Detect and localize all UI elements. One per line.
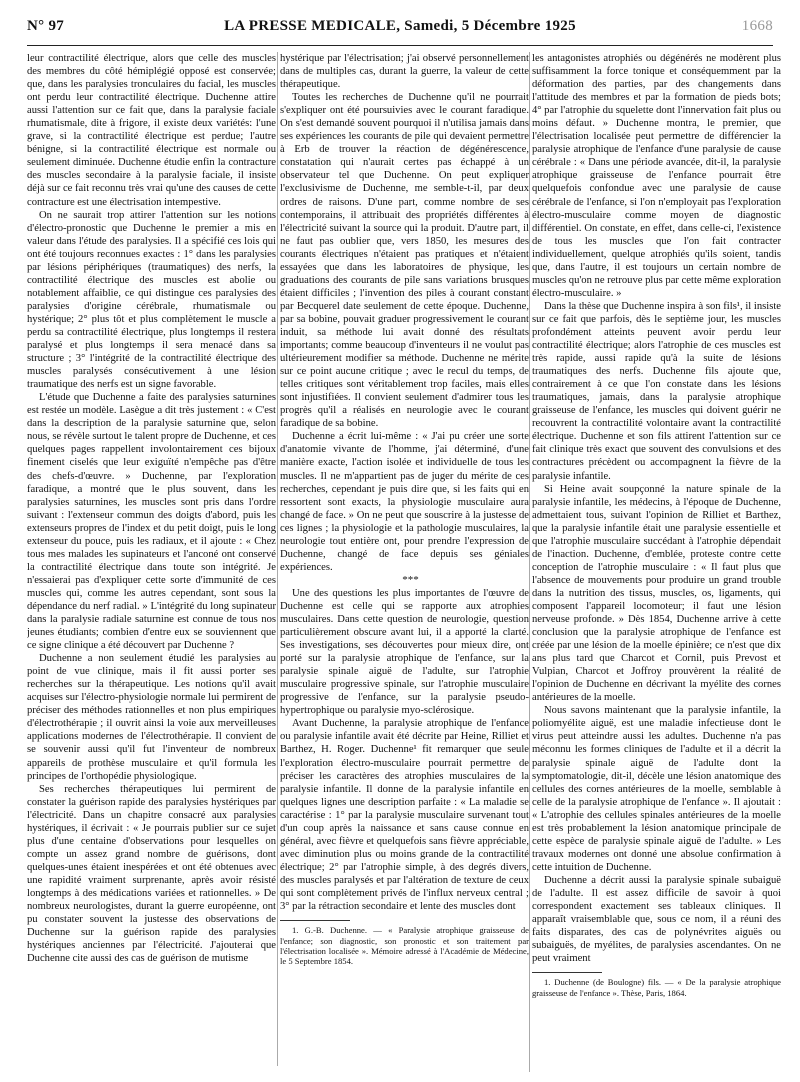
paragraph: Duchenne a décrit aussi la paralysie spinale subaiguë de l'adulte. Il est assez difficile de savoir à quoi correspondent exactement ses tableaux cliniques. Il apparaît vraisemblable que, sous ce nom, il a réuni des faits disparates, des cas de polynévrites aiguës ou subaiguës, de myélites, de paralysies ascendantes. On ne peut vraiment	[532, 874, 781, 965]
column-right	[532, 52, 781, 1077]
footnote-rule	[280, 920, 350, 921]
paragraph: leur contractilité électrique, alors que celle des muscles des membres du côté hémiplégié opposé est conservée; que, dans les paralysies tronculaires du facial, les muscles ont perdu leur contractilité électrique. Duchenne attire aussi l'attention sur ce fait que, dans la paralysie faciale rhumatismale, dite à frigore, il existe deux variétés: l'une grave, si la contractilité électrique est perdue; l'autre bénigne, si la contractilité électrique est normale ou seulement diminuée. Duchenne étudie enfin la contracture des muscles secondaire à la paralysie faciale, il insiste déjà sur ce fait reconnu très vrai qu'une des causes de cette contracture est une électrisation intempestive.	[27, 53, 276, 208]
footnote-rule	[532, 972, 602, 973]
column-divider	[529, 52, 530, 1072]
header-rule	[27, 45, 773, 46]
paragraph: les antagonistes atrophiés ou dégénérés ne modèrent plus suffisamment la force tonique et conséquemment par la déformation des parties, par des changements dans l'attitude des membres et par la formation de pieds bots; 4° par l'atrophie du squelette dont l'innervation fait plus ou moins défaut. » Duchenne montra, le premier, que l'électrisation localisée peut permettre de différencier la paralysie atrophique de l'enfance d'une paralysie de cause cérébrale : « Dans une période avancée, dit-il, la paralysie atrophique graisseuse de l'enfance pourrait être quelquefois confondue avec une paralysie de cause cérébrale de l'enfance, si l'on n'employait pas l'exploration électro-musculaire comme moyen de diagnostic différentiel. On constate, en effet, dans celle-ci, l'existence de tous les muscles que l'on fait contracter individuellement, quelque atrophiés qu'ils soient, tandis que, dans l'autre, il est toujours un certain nombre de muscles qu'on ne retrouve plus par cette même exploration électro-musculaire. »	[532, 53, 781, 299]
paragraph: Duchenne a écrit lui-même : « J'ai pu créer une sorte d'anatomie vivante de l'homme, j'ai déterminé, d'une manière exacte, l'action isolée et individuelle de tous les muscles. Il ne m'appartient pas de juger du mérite de ces recherches, cependant je puis dire que, si les faits qui en ressortent sont exacts, la physiologie musculaire aura changé de face. » On ne peut que souscrire à la justesse de ces lignes ; la physiologie et la pathologie musculaires, la neurologie tout entière ont, pour prendre l'expression de Duchenne, changé de face depuis ses géniales expériences.	[280, 431, 529, 573]
paragraph: L'étude que Duchenne a faite des paralysies saturnines est restée un modèle. Lasègue a dit très justement : « C'est dans la description de la paralysie saturnine que, selon nous, se révèle surtout le talent propre de Duchenne, et ces quelques pages rappellent involontairement ces bijoux finement ciselés que leur exiguïté n'empêche pas d'être des chefs-d'œuvre. » Duchenne, par l'exploration faradique, a montré que le plus souvent, dans les paralysies saturnines, les muscles sont pris dans l'ordre suivant : l'extenseur commun des doigts d'abord, puis les extenseurs propres de l'index et du petit doigt, puis le long extenseur du pouce, puis les radiaux, et il ajoute : « Chez tous mes malades les supinateurs et l'anconé ont conservé la contractilité électrique dans toute son intégrité. Je n'essaierai pas d'expliquer cette sorte d'immunité de ces muscles qui, comme les autres cependant, sont sous la dépendance du nerf radial. » L'intégrité du long supinateur dans la paralysie radiale saturnine est connue de tous nos jeunes étudiants; combien d'entre eux se souviennent que ce signe clinique a été découvert par Duchenne ?	[27, 392, 276, 652]
column-left	[27, 52, 276, 1066]
paragraph: hystérique par l'électrisation; j'ai observé personnellement dans de multiples cas, durant la guerre, la valeur de cette thérapeutique.	[280, 53, 529, 91]
page-number: 1668	[741, 18, 773, 34]
paragraph: Nous savons maintenant que la paralysie infantile, la poliomyélite aiguë, est une maladie infectieuse dont le virus peut atteindre aussi les adultes. Duchenne n'a pas méconnu les formes cliniques de l'adulte et il a décrit la paralysie spinale aiguë de l'adulte dont la symptomatologie, dit-il, décèle une lésion anatomique des cellules des cornes antérieures de la moelle, semblable à celle de la paralysie atrophique de l'enfance ». Il ajoutait : « L'atrophie des cellules spinales antérieures de la moelle est très probablement la lésion anatomique principale de cette espèce de paralysie spinale aiguë de l'adulte. » Les travaux modernes ont donné une absolue confirmation à cette intuition de Duchenne.	[532, 705, 781, 873]
column-middle	[280, 52, 529, 1072]
paragraph: Dans la thèse que Duchenne inspira à son fils¹, il insiste sur ce fait que parfois, dès le septième jour, les muscles profondément atteints peuvent avoir perdu leur contractilité électrique; alors l'atrophie de ces muscles est très rapide, aussi rapide qu'à la suite de lésions traumatiques des nerfs. Duchenne fils ajoute que, contrairement à ce que l'on constate dans les lésions traumatiques, jamais, dans la paralysie atrophique graisseuse de l'enfance, les muscles qui doivent guérir ne recouvrent la contractilité volontaire avant la contractilité électrique. Duchenne et son fils attirent l'attention sur ce fait clinique très exact que souvent des convulsions et des contractures précèdent ou accompagnent la fièvre de la paralysie infantile.	[532, 300, 781, 482]
paragraph: Ses recherches thérapeutiques lui permirent de constater la guérison rapide des paralysies hystériques par l'électricité. Dans un chapitre consacré aux paralysies hystériques, il écrivait : « Je pourrais publier sur ce sujet plus d'une centaine d'observations pour lesquelles on compte un assez grand nombre de guérisons, dont quelques-unes étaient inespérées et ont été obtenues avec une rapidité vraiment surprenante, après avoir résisté longtemps à des médications variées et rationnelles. » De nombreux neurologistes, durant la guerre européenne, ont pu constater souvent la justesse des observations de Duchenne sur la guérison rapide des paralysies hystériques anciennes par l'électricité. J'ajouterai que Duchenne cite aussi des cas de guérison de mutisme	[27, 783, 276, 965]
page-header	[27, 18, 773, 40]
journal-title: LA PRESSE MEDICALE, Samedi, 5 Décembre 1925	[224, 18, 576, 34]
issue-number: N° 97	[27, 18, 65, 34]
section-separator-stars: ***	[402, 573, 419, 586]
footnote: 1. Duchenne (de Boulogne) fils. — « De la paralysie atrophique graisseuse de l'enfance ». Thèse, Paris, 1864.	[532, 977, 781, 998]
paragraph: Toutes les recherches de Duchenne qu'il ne pourrait s'expliquer ont été poursuivies avec le courant faradique. On s'est demandé souvent pourquoi il n'utilisa jamais dans ses expériences les courants de pile qui devaient permettre à Erb de trouver la réaction de dégénérescence, constatation qui n'aurait certes pas échappé à un observateur tel que Duchenne. On peut expliquer l'exclusivisme de Duchenne, me semble-t-il, par deux ordres de raisons. D'une part, comme nombre de ses contemporains, il attribuait des propriétés différentes à l'électricité suivant la source qui la produit. D'autre part, il ne faut pas oublier que, vers 1850, les mesures des courants électriques n'étaient pas pratiques et n'étaient essayées que dans les laboratoires de physique, les graduations des courants de pile sans variations brusques étaient difficiles ; l'invention des piles à courant constant par Becquerel date seulement de cette époque. Duchenne, par sa bobine, pouvait graduer progressivement le courant induit, sa méthode lui avait donné des résultats importants; comme beaucoup d'inventeurs il ne voulut pas ultérieurement modifier sa méthode. Duchenne ne mérite sur ce point aucune critique ; avec le recul du temps, de telles critiques sont véritablement trop faciles, mais elles sont injustifiées. Il convient seulement d'admirer tous les progrès qu'il a réalisés en neurologie avec le courant faradique de sa bobine.	[280, 92, 529, 430]
column-divider	[277, 52, 278, 1066]
paragraph: Une des questions les plus importantes de l'œuvre de Duchenne est celle qui se rapporte aux atrophies musculaires. Dans cette question de neurologie, question particulièrement obscure avant lui, il a apporté la clarté. Ses investigations, ses découvertes pour mieux dire, ont porté sur la paralysie atrophique de l'enfance, sur la paralysie spinale aiguë de l'adulte, sur l'atrophie musculaire progressive spinale, sur l'atrophie musculaire progressive de l'enfance, sur la paralysie pseudo-hypertrophique ou paralysie myo-sclérosique.	[280, 587, 529, 717]
paragraph: On ne saurait trop attirer l'attention sur les notions d'électro-pronostic que Duchenne le premier a mis en valeur dans l'étude des paralysies. Il a spécifié ces lois qui ont été toujours reconnues exactes : 1° dans les paralysies par lésions périphériques (traumatiques) des nerfs, la contractilité électrique des muscles est abolie ou notablement affaiblie, ce qui distingue ces paralysies des paralysies d'origine cérébrale, rhumatismale ou hystérique; 2° plus tôt et plus complètement le muscle a perdu sa contractilité électrique, plus longtemps il restera paralysé et plus longtemps il sera menacé dans sa structure ; 3° l'intégrité de la contractilité électrique des muscles paralysés consécutivement à une lésion traumatique des nerfs est un signe favorable.	[27, 209, 276, 391]
paragraph: Avant Duchenne, la paralysie atrophique de l'enfance ou paralysie infantile avait été décrite par Heine, Rilliet et Barthez, H. Roger. Duchenne¹ fit remarquer que seule l'exploration électro-musculaire pourrait permettre de préciser les caractères des atrophies musculaires de la paralysie infantile. Il donne de la paralysie infantile en quelques lignes une description parfaite : « La maladie se caractérise : 1° par la paralysie musculaire survenant tout d'un coup après la naissance et sans cause connue en général, avec fièvre et quelquefois sans fièvre appréciable, avec diminution plus ou moins grande de la contractilité électrique; 2° par l'atrophie simple, à des degrés divers, des muscles paralysés et par l'altération de texture de ceux qui sont complètement privés de l'influx nerveux central ; 3° par la rétraction secondaire et lente des muscles dont	[280, 718, 529, 913]
footnote: 1. G.-B. Duchenne. — « Paralysie atrophique graisseuse de l'enfance; son diagnostic, son pronostic et son traitement par l'électrisation localisée ». Mémoire adressé à l'Académie de Médecine, le 5 Septembre 1854.	[280, 925, 529, 967]
paragraph: Si Heine avait soupçonné la nature spinale de la paralysie infantile, les médecins, à l'époque de Duchenne, admettaient tous, suivant l'opinion de Rilliet et Barthez, que la paralysie infantile était une paralysie essentielle et que l'atrophie musculaire succédant à l'atrophie dépendait de l'inaction. Duchenne, d'emblée, proteste contre cette conception de l'atrophie musculaire : « Il faut plus que l'absence de mouvements pour produire un grand trouble dans la nutrition des tissus, muscles, os, ligaments, qui composent l'appareil locomoteur; il faut une lésion nerveuse profonde. » Dès 1854, Duchenne arrive à cette conclusion que la paralysie atrophique de l'enfance est créée par une lésion de la moelle épinière; ce n'est que dix ans plus tard que Charcot et Cornil, puis Prevost et Vulpian, Charcot et Joffroy prouvèrent la réalité de l'opinion de Duchenne en décrivant la myélite des cornes antérieures de la moelle.	[532, 483, 781, 704]
paragraph: Duchenne a non seulement étudié les paralysies au point de vue clinique, mais il fit aussi porter ses recherches sur la thérapeutique. Les notions qu'il avait acquises sur l'électro-physiologie normale lui permirent de préciser des méthodes rationnelles et non plus empiriques d'électrothérapie ; il ouvrit ainsi la voie aux merveilleuses applications modernes de l'électrothérapie. Il convient de se souvenir aussi qu'il fut l'inventeur de nombreux appareils de prothèse musculaire et qu'il formula les principes de l'orthopédie physiologique.	[27, 653, 276, 782]
